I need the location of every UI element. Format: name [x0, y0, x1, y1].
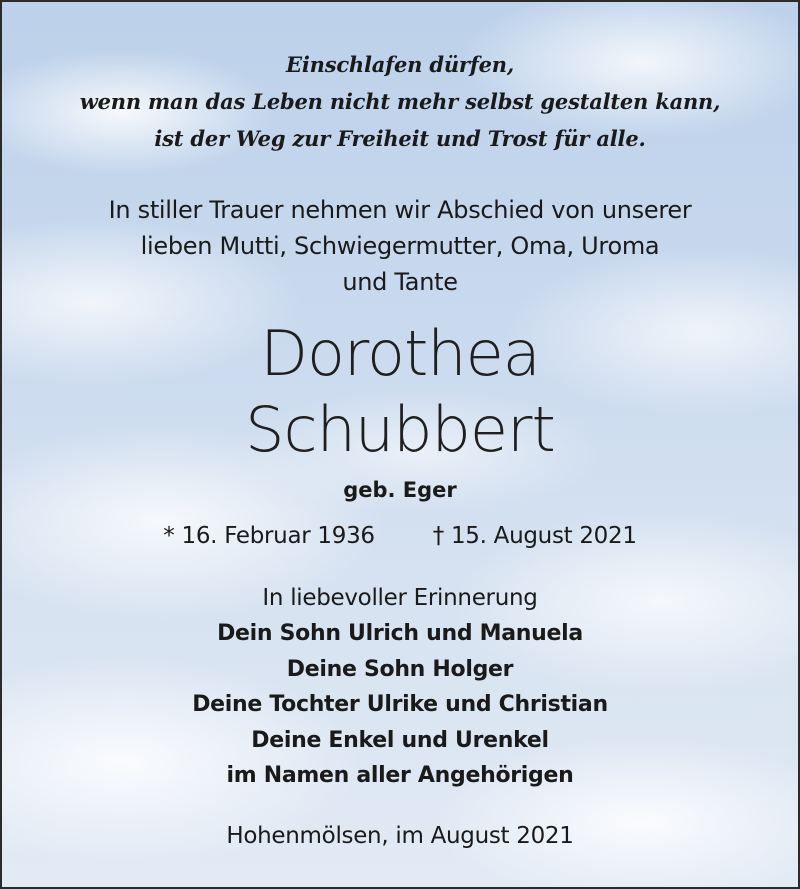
last-name: Schubbert: [245, 393, 555, 466]
farewell-intro: [2, 192, 798, 300]
motto-line: Einschlafen dürfen,: [286, 52, 514, 77]
mourner-line: im Namen aller Angehörigen: [226, 763, 574, 788]
deceased-name: [2, 316, 798, 468]
motto-verse: [2, 46, 798, 157]
mourner-line: Deine Tochter Ulrike und Christian: [192, 692, 608, 717]
mourner-line: Dein Sohn Ulrich und Manuela: [217, 621, 583, 646]
mourner-line: Deine Enkel und Urenkel: [251, 727, 549, 753]
intro-line: lieben Mutti, Schwiegermutter, Oma, Uroma: [140, 232, 660, 260]
mourners-list: [2, 616, 798, 794]
first-name: Dorothea: [260, 317, 540, 390]
mourner-line: Deine Sohn Holger: [286, 656, 514, 682]
memory-line: In liebevoller Erinnerung: [262, 585, 538, 611]
place-and-date: Hohenmölsen, im August 2021: [226, 823, 574, 849]
intro-line: In stiller Trauer nehmen wir Abschied von unserer: [108, 196, 692, 224]
motto-line: ist der Weg zur Freiheit und Trost für alle.: [154, 126, 646, 151]
birth-date: * 16. Februar 1936: [163, 523, 375, 549]
life-dates: [2, 517, 798, 555]
motto-line: wenn man das Leben nicht mehr selbst gestalten kann,: [79, 89, 721, 114]
intro-line: und Tante: [342, 268, 458, 296]
death-date: † 15. August 2021: [432, 523, 637, 549]
birth-name: geb. Eger: [343, 478, 457, 502]
